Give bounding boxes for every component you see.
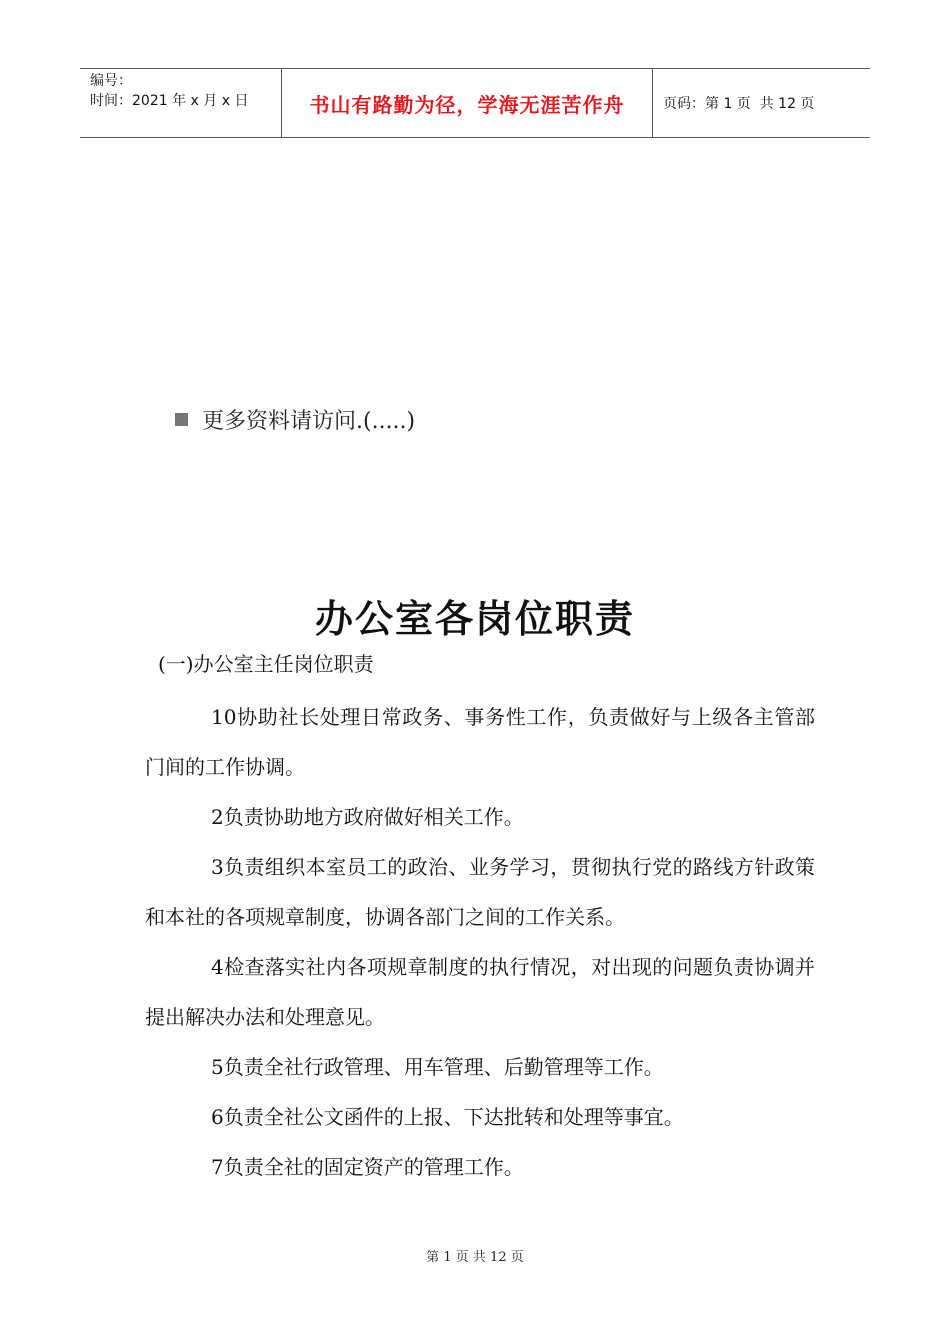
more-resources-link[interactable] — [175, 404, 415, 435]
duty-text: 检查落实社内各项规章制度的执行情况，对出现的问题负责协调并提出解决办法和处理意见。 — [145, 955, 815, 1029]
duty-number: 4 — [211, 955, 224, 979]
header-page-info — [653, 69, 870, 137]
duty-item — [145, 1042, 815, 1092]
duty-item — [145, 942, 815, 1042]
duty-number: 6 — [211, 1105, 224, 1129]
duty-text: 负责全社公文函件的上报、下达批转和处理等事宜。 — [223, 1105, 684, 1129]
duty-text: 负责组织本室员工的政治、业务学习，贯彻执行党的路线方针政策和本社的各项规章制度，协调各部门之间的工作关系。 — [145, 855, 815, 929]
duty-item — [145, 692, 815, 792]
duty-item — [145, 1142, 815, 1192]
more-resources-text: 更多资料请访问.(.....) — [202, 409, 416, 434]
header-meta — [80, 69, 281, 137]
section-title: (一)办公室主任岗位职责 — [158, 652, 374, 676]
duty-number: 7 — [211, 1155, 224, 1179]
square-bullet-icon — [175, 413, 188, 426]
duty-list — [145, 692, 815, 1192]
date-label: 时间：2021 年 x 月 x 日 — [90, 93, 249, 109]
duty-number: 5 — [211, 1055, 224, 1079]
duty-text: 负责协助地方政府做好相关工作。 — [223, 805, 524, 829]
duty-item — [145, 792, 815, 842]
duty-number: 3 — [211, 855, 224, 879]
duty-item — [145, 842, 815, 942]
duty-text: 负责全社行政管理、用车管理、后勤管理等工作。 — [223, 1055, 664, 1079]
duty-text: 协助社长处理日常政务、事务性工作，负责做好与上级各主管部门间的工作协调。 — [145, 705, 815, 779]
page-info-text: 页码：第 1 页 共 12 页 — [663, 96, 815, 112]
header-motto: 书山有路勤为径，学海无涯苦作舟 — [281, 69, 653, 137]
duty-item — [145, 1092, 815, 1142]
serial-label: 编号： — [90, 73, 132, 89]
duty-number: 2 — [211, 805, 224, 829]
document-title: 办公室各岗位职责 — [314, 596, 635, 641]
page-header — [80, 68, 870, 138]
page-footer: 第 1 页 共 12 页 — [426, 1250, 524, 1265]
duty-text: 负责全社的固定资产的管理工作。 — [223, 1155, 524, 1179]
duty-number: 10 — [211, 705, 237, 729]
